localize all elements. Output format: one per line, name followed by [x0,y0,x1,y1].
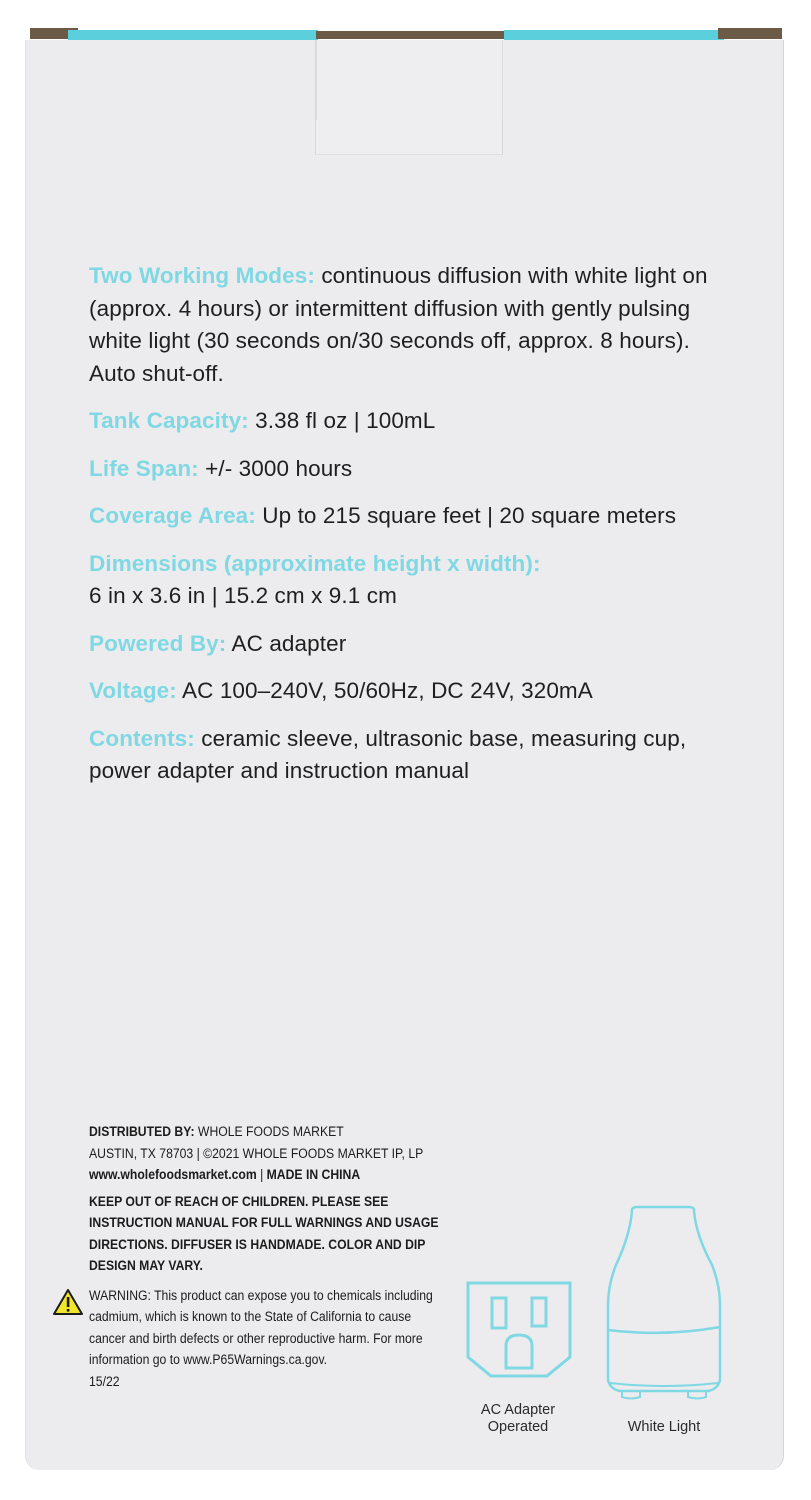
safety-notice: KEEP OUT OF REACH OF CHILDREN. PLEASE SEE INSTRUCTION MANUAL FOR FULL WARNINGS AND USAGE DIRECTIONS. DIFFUSER IS HANDMADE. COLOR AND DIP DESIGN MAY VARY. [89,1193,439,1274]
spec-value: AC adapter [231,630,347,656]
diffuser-light-icon [600,1205,728,1405]
distributor-address: AUSTIN, TX 78703 | ©2021 WHOLE FOODS MARKET IP, LP [89,1145,424,1162]
spec-powered-by [89,628,729,661]
distributor-line [89,1122,448,1144]
flap-right-teal [504,30,724,40]
outlet-caption-line-1: AC Adapter [480,1402,556,1418]
spec-voltage [89,675,729,708]
flap-left-teal [68,30,318,40]
spec-label: Coverage Area: [89,503,256,528]
spec-label: Dimensions (approximate height x width): [89,550,541,576]
flap-right-dark [718,28,782,39]
outlet-caption-line-2: Operated [487,1419,549,1435]
website-link[interactable]: www.wholefoodsmarket.com [89,1167,257,1183]
website-line: www.wholefoodsmarket.com | MADE IN CHINA [89,1167,361,1183]
spec-working-modes [89,260,729,390]
spec-coverage-area [89,500,729,533]
ac-outlet-icon [465,1280,573,1380]
spec-value: 3.38 fl oz | 100mL [255,408,436,433]
spec-value: AC 100–240V, 50/60Hz, DC 24V, 320mA [182,678,593,703]
spec-life-span [89,453,729,486]
spec-value: 6 in x 3.6 in | 15.2 cm x 9.1 cm [89,583,397,608]
country-of-origin: MADE IN CHINA [266,1167,361,1183]
spec-label: Two Working Modes: [89,263,315,288]
spec-contents [89,723,729,788]
tuck-flap-cutout [315,40,503,155]
spec-label: Voltage: [89,678,177,703]
spec-tank-capacity [89,405,729,438]
warning-triangle-icon [52,1288,84,1316]
spec-label: Tank Capacity: [89,408,249,433]
fold-line-left [316,40,317,120]
flap-center-dark [316,31,506,39]
spec-label: Life Span: [89,455,199,481]
spec-value: +/- 3000 hours [205,455,353,481]
prop65-warning: WARNING: This product can expose you to chemicals including cadmium, which is known to the State of California to cause cancer and birth defects or other reproductive harm. For more information go to www.P65Warnings.ca.gov. [89,1287,433,1368]
spec-label: Contents: [89,725,195,751]
fold-line-right [502,40,503,120]
distributor-name: WHOLE FOODS MARKET [197,1124,344,1140]
outlet-caption [458,1402,578,1436]
spec-list [89,260,729,803]
spec-value: ceramic sleeve, ultrasonic base, measuring cup, power adapter and instruction manual [89,725,687,783]
spec-label: Powered By: [89,630,227,656]
spec-dimensions [89,548,729,613]
diffuser-caption: White Light [627,1419,701,1435]
distributor-label: DISTRIBUTED BY: [89,1124,195,1140]
spec-value: Up to 215 square feet | 20 square meters [262,503,677,528]
legal-block [89,1122,448,1393]
spec-value: continuous diffusion with white light on (approx. 4 hours) or intermittent diffusion with gently pulsing white light (30 seconds on/30 seconds off, approx. 8 hours). Auto shut-off. [89,263,708,386]
lot-code: 15/22 [89,1373,120,1390]
